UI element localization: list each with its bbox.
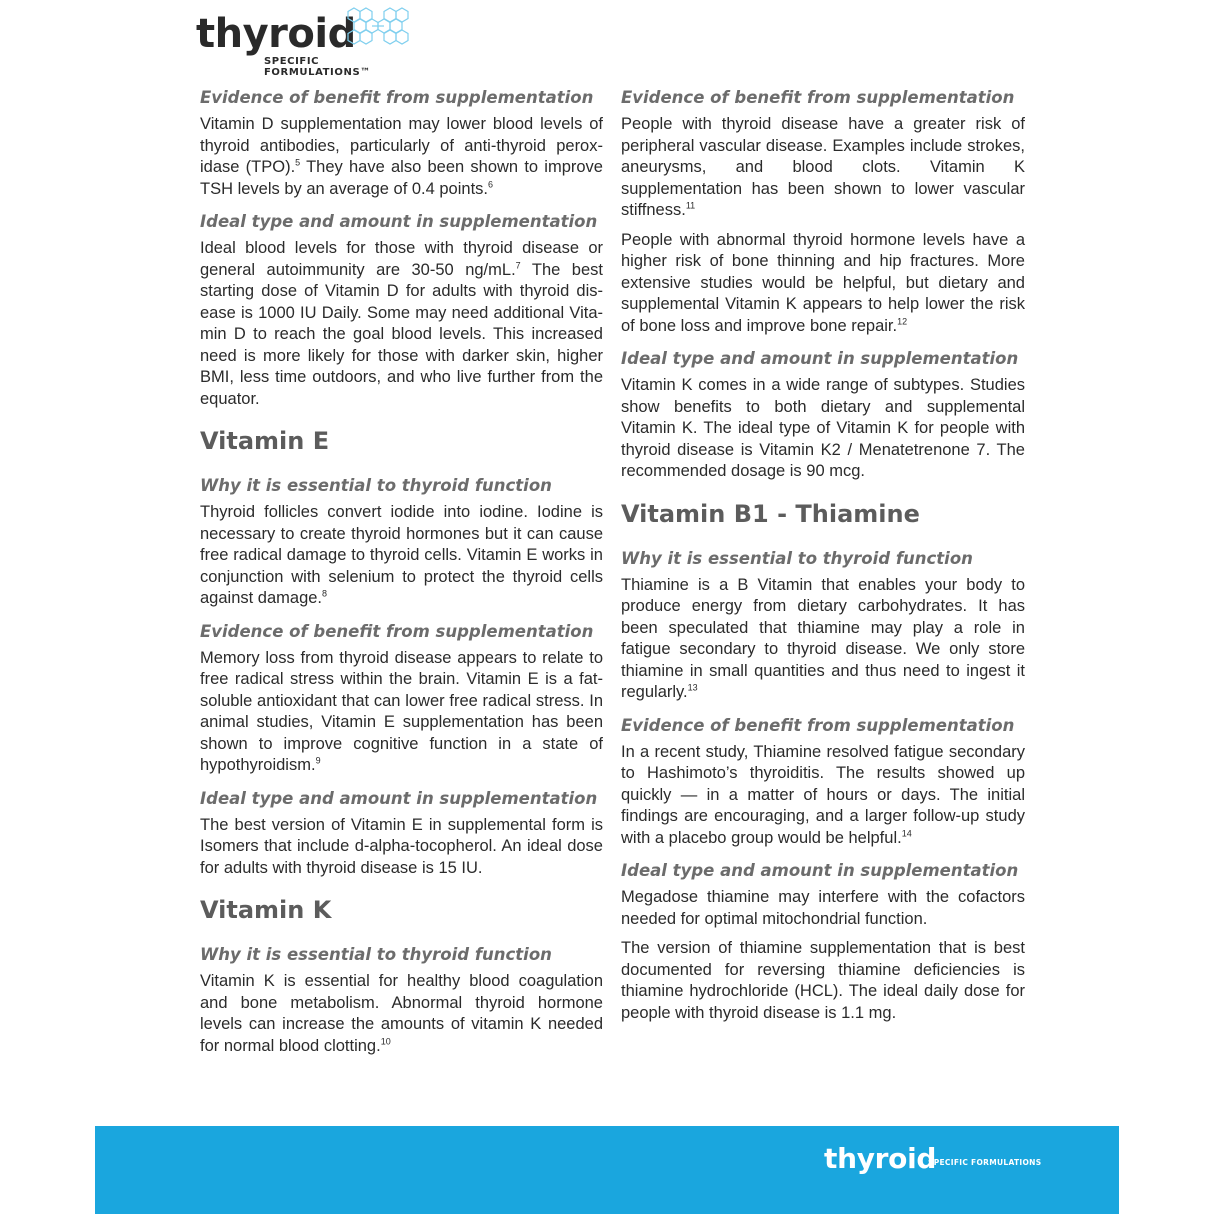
vitamin-e-title: Vitamin E	[200, 427, 330, 455]
section-heading: Evidence of benefit from supplementation	[200, 621, 594, 641]
paragraph: Vitamin K comes in a wide range of subtypes. Studies show benefits to both dietary and supplemental Vitamin K. The ideal type of Vitamin K for people with thyroid disease is Vitamin K2 / Menatetrenone 7. The recommended dosage is 90 mcg.	[621, 376, 1025, 480]
paragraph: Ideal blood levels for those with thyroid disease or general autoimmunity are 30-50 ng/mL.$^7$ The best starting dose of Vitamin D for adults with thyroid disease is 1000 IU Daily. Some may need additional Vitamin D to reach the goal blood levels. This increased need is more likely for those with darker skin, higher BMI, less time outdoors, and who live further from the equator.	[200, 239, 603, 408]
hexagon-cluster-icon	[344, 4, 414, 54]
vitamin-k-title: Vitamin K	[200, 896, 332, 924]
right-column	[621, 84, 1025, 1032]
section-heading: Ideal type and amount in supplementation	[200, 788, 598, 808]
logo-tagline: SPECIFIC FORMULATIONS™	[264, 56, 371, 78]
logo-wordmark: thyroid	[196, 11, 356, 57]
section-heading: Evidence of benefit from supplementation	[621, 88, 1015, 107]
paragraph: People with thyroid disease have a greater risk of peripheral vascular disease. Examples include strokes, aneurysms, and blood clots. Vitamin K supplementation has been shown to lower vascular stiffness.$^{11}$	[621, 115, 1025, 219]
paragraph: In a recent study, Thiamine resolved fatigue secondary to Hashimoto’s thyroiditis. The results showed up quickly — in a matter of hours or days. The initial findings are encouraging, and a larger follow-up study with a placebo group would be helpful.$^{14}$	[621, 742, 1025, 847]
paragraph: Megadose thiamine may interfere with the cofactors needed for optimal mitochondrial function.	[621, 888, 1025, 928]
footer-bar	[95, 1126, 1119, 1214]
brand-logo	[196, 4, 426, 78]
section-heading: Ideal type and amount in supplementation	[200, 212, 598, 231]
paragraph: Memory loss from thyroid disease appears to relate to free radical stress within the brain. Vitamin E is a fat-soluble antioxidant that can lower free radical stress. In animal studies, Vitamin E supplementation has been shown to improve cognitive function in a state of hypothyroidism.$^9$	[200, 648, 603, 774]
footer-logo-wordmark: thyroid	[824, 1142, 937, 1175]
section-heading: Ideal type and amount in supplementation	[621, 861, 1019, 880]
section-heading: Evidence of benefit from supplementation	[621, 715, 1015, 735]
section-heading: Why it is essential to thyroid function	[200, 945, 552, 964]
section-heading: Why it is essential to thyroid function	[200, 476, 552, 495]
paragraph: Thyroid follicles convert iodide into iodine. Iodine is necessary to create thyroid hormones but it can cause free radical damage to thyroid cells. Vitamin E works in conjunction with selenium to protect the thyroid cells against damage.$^8$	[200, 503, 603, 607]
paragraph: The best version of Vitamin E in supplemental form is Isomers that include d-alpha-tocopherol. An ideal dose for adults with thyroid disease is 15 IU.	[200, 815, 603, 877]
section-heading: Ideal type and amount in supplementation	[621, 349, 1019, 368]
paragraph: Vitamin D supplementation may lower blood levels of thyroid antibodies, particularly of anti-thyroid peroxidase (TPO).$^5$ They have also been shown to improve TSH levels by an average of 0.4 points.$^6$	[200, 115, 603, 198]
section-heading: Why it is essential to thyroid function	[621, 548, 973, 568]
left-column	[200, 84, 603, 1065]
paragraph: Thiamine is a B Vitamin that enables your body to produce energy from dietary carbohydrates. It has been speculated that thiamine may play a role in fatigue secondary to thyroid disease. We only store thiamine in small quantities and thus need to ingest it regularly.$^{13}$	[621, 575, 1025, 701]
footer-logo-tagline: SPECIFIC FORMULATIONS	[928, 1158, 1042, 1167]
paragraph: People with abnormal thyroid hormone levels have a higher risk of bone thinning and hip fractures. More extensive studies would be helpful, but dietary and supplemental Vitamin K appears to help lower the risk of bone loss and improve bone repair.$^{12}$	[621, 230, 1025, 335]
paragraph: Vitamin K is essential for healthy blood coagulation and bone metabolism. Abnormal thyroid hormone levels can increase the amounts of vitamin K needed for normal blood clotting.$^{10}$	[200, 972, 603, 1055]
vitamin-b1-title: Vitamin B1 - Thiamine	[621, 499, 920, 528]
paragraph: The version of thiamine supplementation that is best documented for reversing thiamine deficiencies is thiamine hydrochloride (HCL). The ideal daily dose for people with thyroid disease is 1.1 mg.	[621, 939, 1025, 1022]
section-heading: Evidence of benefit from supplementation	[200, 88, 594, 107]
